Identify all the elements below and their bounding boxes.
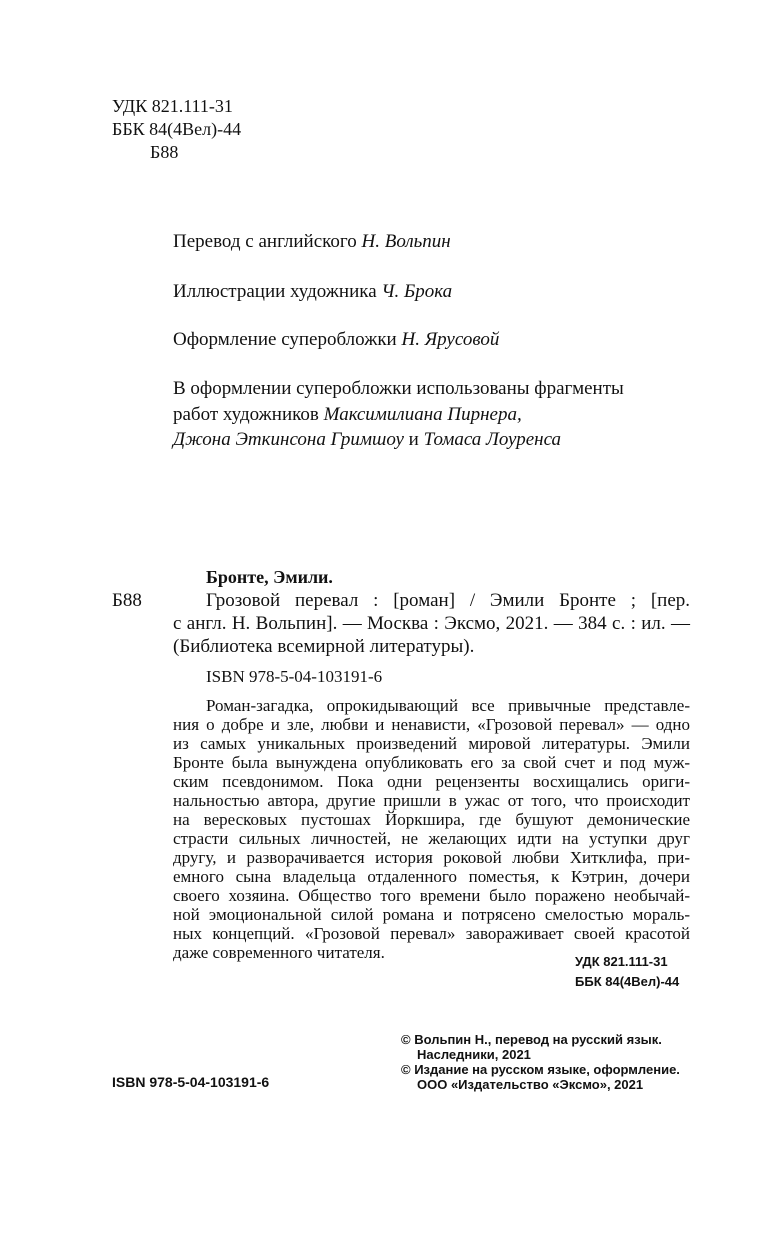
catalog-author: Бронте, Эмили. (206, 567, 333, 587)
design-credit (173, 327, 499, 353)
annotation-line-5: ским псевдонимом. Пока одни рецензенты восхищались ориги- (173, 772, 690, 791)
catalog-entry-line-2: с англ. Н. Вольпин]. — Москва : Эксмо, 2021. — 384 с. : ил. — (173, 613, 690, 634)
catalog-entry-line-3: (Библиотека всемирной литературы). (173, 636, 475, 657)
bbk-top: ББК 84(4Вел)-44 (112, 119, 242, 139)
catalog-sign: Б88 (112, 590, 142, 611)
udk-top: УДК 821.111-31 (112, 96, 233, 116)
copyright-2-line-2: ООО «Издательство «Эксмо», 2021 (417, 1077, 644, 1092)
illustrations-credit (173, 279, 452, 305)
annotation-line-4: Бронте была вынуждена опубликовать его за свой счет и под муж- (173, 753, 690, 772)
illustrator-name: Ч. Брока (381, 281, 453, 302)
copyright-2-line-1: © Издание на русском языке, оформление. (401, 1062, 680, 1077)
annotation-line-10: емного сына владельца отдаленного поместья, к Кэтрин, дочери (173, 867, 690, 886)
author-sign-top: Б88 (150, 142, 179, 162)
footer-isbn: ISBN 978-5-04-103191-6 (112, 1074, 270, 1090)
annotation-line-7: на вересковых пустошах Йоркшира, где бушуют демонические (173, 810, 690, 829)
fragments-line-1: В оформлении суперобложки использованы фрагменты (173, 378, 624, 399)
annotation-line-12: ной эмоциональной силой романа и потрясено смелостью мораль- (173, 905, 690, 924)
fragments-prefix: работ художников (173, 404, 319, 425)
copyright-1-line-1: © Вольпин Н., перевод на русский язык. (401, 1032, 662, 1047)
artist-2: Джона Эткинсона Гримшоу (173, 429, 404, 450)
annotation-line-11: своего хозяина. Общество того времени было поражено необычай- (173, 886, 690, 905)
annotation-line-2: ния о добре и зле, любви и ненависти, «Грозовой перевал» — одно (173, 715, 690, 734)
design-label: Оформление суперобложки (173, 329, 397, 350)
artist-1: Максимилиана Пирнера, (323, 404, 522, 425)
illustrations-label: Иллюстрации художника (173, 281, 377, 302)
catalog-isbn: ISBN 978-5-04-103191-6 (206, 667, 383, 686)
designer-name: Н. Ярусовой (401, 329, 500, 350)
translation-label: Перевод с английского (173, 231, 357, 252)
fragments-line-3 (173, 427, 561, 453)
annotation-line-3: из самых уникальных произведений мировой литературы. Эмили (173, 734, 690, 753)
annotation-line-8: страсти сильных личностей, не желающих идти на уступки друг (173, 829, 690, 848)
and-word: и (408, 429, 419, 450)
annotation-bbk: ББК 84(4Вел)-44 (575, 974, 680, 989)
annotation-line-14: даже современного читателя. (173, 943, 385, 962)
annotation-line-9: другу, и разворачивается история роковой любви Хитклифа, при- (173, 848, 690, 867)
translation-credit (173, 229, 451, 255)
artist-3: Томаса Лоуренса (423, 429, 562, 450)
annotation-line-1: Роман-загадка, опрокидывающий все привычные представле- (206, 696, 690, 715)
annotation-udk: УДК 821.111-31 (575, 954, 668, 969)
copyright-1-line-2: Наследники, 2021 (417, 1047, 531, 1062)
fragments-line-2 (173, 402, 522, 428)
translator-name: Н. Вольпин (361, 231, 451, 252)
catalog-entry-line-1: Грозовой перевал : [роман] / Эмили Бронте ; [пер. (206, 590, 690, 611)
annotation-line-6: нальностью автора, другие пришли в ужас от того, что происходит (173, 791, 690, 810)
annotation-line-13: ных концепций. «Грозовой перевал» завораживает своей красотой (173, 924, 690, 943)
